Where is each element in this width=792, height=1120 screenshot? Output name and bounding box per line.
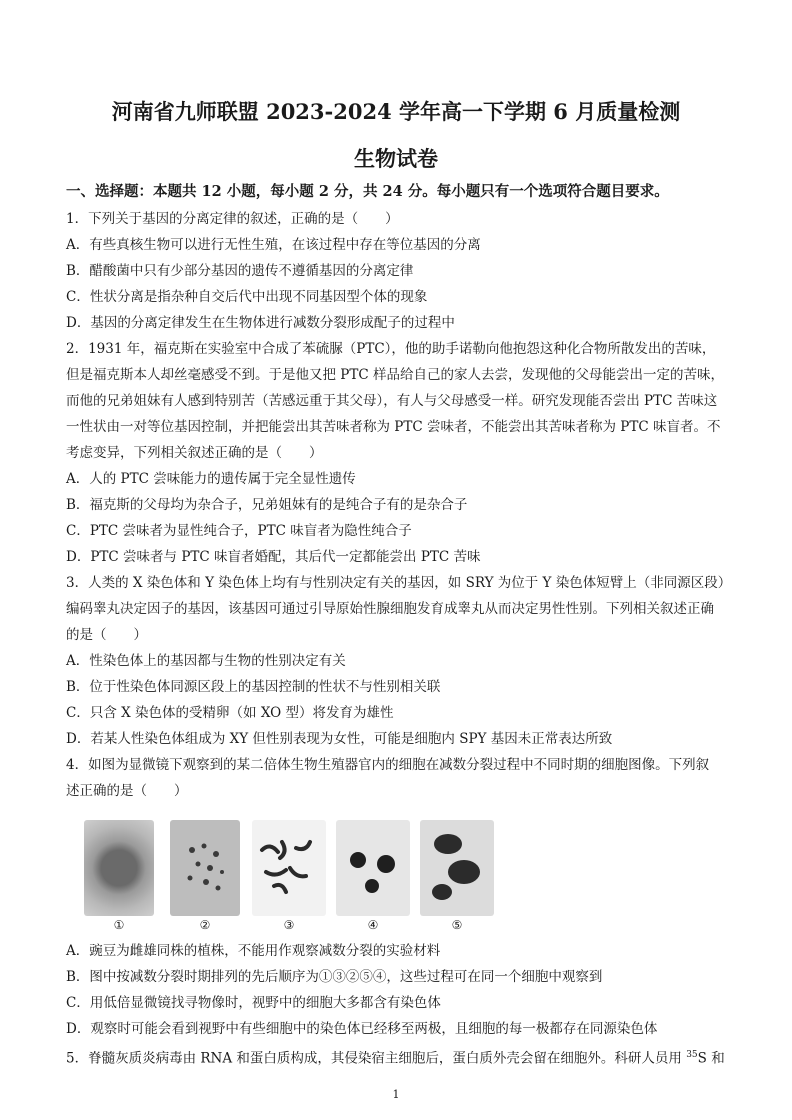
question-2-option-d: D．PTC 尝味者与 PTC 味盲者婚配，其后代一定都能尝出 PTC 苦味 bbox=[66, 549, 481, 565]
question-1-stem: 1．下列关于基因的分离定律的叙述，正确的是（ ） bbox=[66, 211, 399, 227]
panel-label-5: ⑤ bbox=[451, 918, 463, 932]
question-4-option-c: C．用低倍显微镜找寻物像时，视野中的细胞大多都含有染色体 bbox=[66, 995, 441, 1011]
panel-label-4: ④ bbox=[367, 918, 379, 932]
panel-label-2: ② bbox=[199, 918, 211, 932]
question-1-option-a: A．有些真核生物可以进行无性生殖，在该过程中存在等位基因的分离 bbox=[66, 237, 481, 253]
question-2-option-c: C．PTC 尝味者为显性纯合子，PTC 味盲者为隐性纯合子 bbox=[66, 523, 412, 539]
question-4-option-d: D．观察时可能会看到视野中有些细胞中的染色体已经移至两极，且细胞的每一极都存在同源染色体 bbox=[66, 1021, 658, 1037]
page-number: 1 bbox=[392, 1088, 400, 1101]
micrograph-panel-1 bbox=[84, 820, 154, 916]
micrograph-panel-3 bbox=[252, 820, 326, 916]
question-5-stem-suffix: S 和 bbox=[697, 1050, 725, 1067]
question-3-stem-line: 编码睾丸决定因子的基因，该基因可通过引导原始性腺细胞发育成睾丸从而决定男性性别。下列相关叙述正确 bbox=[66, 601, 714, 617]
question-4-stem-line: 4．如图为显微镜下观察到的某二倍体生物生殖器官内的细胞在减数分裂过程中不同时期的细胞图像。下列叙 bbox=[66, 757, 710, 773]
question-4-stem-line: 述正确的是（ ） bbox=[66, 783, 188, 799]
question-3-option-b: B．位于性染色体同源区段上的基因控制的性状不与性别相关联 bbox=[66, 679, 441, 695]
document-title: 河南省九师联盟 2023-2024 学年高一下学期 6 月质量检测 bbox=[111, 99, 681, 124]
question-1-option-b: B．醋酸菌中只有少部分基因的遗传不遵循基因的分离定律 bbox=[66, 263, 414, 279]
question-3-option-d: D．若某人性染色体组成为 XY 但性别表现为女性，可能是细胞内 SPY 基因未正常表达所致 bbox=[66, 731, 613, 747]
question-1-option-c: C．性状分离是指杂种自交后代中出现不同基因型个体的现象 bbox=[66, 289, 428, 305]
question-4-option-b: B．图中按减数分裂时期排列的先后顺序为①③②⑤④，这些过程可在同一个细胞中观察到 bbox=[66, 969, 603, 985]
micrograph-panel-4 bbox=[336, 820, 410, 916]
question-2-option-a: A．人的 PTC 尝味能力的遗传属于完全显性遗传 bbox=[66, 471, 356, 487]
document-subtitle: 生物试卷 bbox=[354, 146, 438, 171]
question-5-stem-text: 5．脊髓灰质炎病毒由 RNA 和蛋白质构成，其侵染宿主细胞后，蛋白质外壳会留在细胞外。科研人员用 bbox=[66, 1050, 687, 1067]
micrograph-figure bbox=[80, 820, 500, 932]
question-2-stem-line: 一性状由一对等位基因控制，并把能尝出其苦味者称为 PTC 尝味者，不能尝出其苦味者称为 PTC 味盲者。不 bbox=[66, 419, 721, 435]
micrograph-panel-2 bbox=[170, 820, 240, 916]
question-3-stem-line: 的是（ ） bbox=[66, 627, 147, 643]
micrograph-panel-5 bbox=[420, 820, 494, 916]
question-3-option-a: A．性染色体上的基因都与生物的性别决定有关 bbox=[66, 653, 346, 669]
question-2-option-b: B．福克斯的父母均为杂合子，兄弟姐妹有的是纯合子有的是杂合子 bbox=[66, 497, 468, 513]
isotope-mass-number: 35 bbox=[686, 1050, 698, 1060]
chromosome-spots bbox=[170, 820, 240, 916]
chromosome-clusters bbox=[420, 820, 494, 916]
question-2-stem-line: 但是福克斯本人却丝毫感受不到。于是他又把 PTC 样品给自己的家人去尝，发现他的父母能尝出一定的苦味， bbox=[66, 367, 724, 383]
question-1-option-d: D．基因的分离定律发生在生物体进行减数分裂形成配子的过程中 bbox=[66, 315, 455, 331]
question-2-stem-line: 而他的兄弟姐妹有人感到特别苦（苦感远重于其父母），有人与父母感受一样。研究发现能否尝出 PTC 苦味这 bbox=[66, 393, 718, 409]
question-3-option-c: C．只含 X 染色体的受精卵（如 XO 型）将发育为雄性 bbox=[66, 705, 394, 721]
section-heading: 一、选择题：本题共 12 小题，每小题 2 分，共 24 分。每小题只有一个选项符合题目要求。 bbox=[66, 183, 669, 200]
question-4-option-a: A．豌豆为雌雄同株的植株，不能用作观察减数分裂的实验材料 bbox=[66, 943, 441, 959]
chromosome-strands bbox=[252, 820, 326, 916]
panel-label-3: ③ bbox=[283, 918, 295, 932]
question-2-stem-line: 考虑变异，下列相关叙述正确的是（ ） bbox=[66, 445, 323, 461]
question-2-stem-line: 2．1931 年，福克斯在实验室中合成了苯硫脲（PTC），他的助手诺勒向他抱怨这种化合物所散发出的苦味， bbox=[66, 341, 716, 357]
nuclei-spots bbox=[336, 820, 410, 916]
panel-label-1: ① bbox=[113, 918, 125, 932]
question-5-stem bbox=[66, 1046, 738, 1068]
question-3-stem-line: 3．人类的 X 染色体和 Y 染色体上均有与性别决定有关的基因，如 SRY 为位于 Y 染色体短臂上（非同源区段） bbox=[66, 575, 732, 591]
